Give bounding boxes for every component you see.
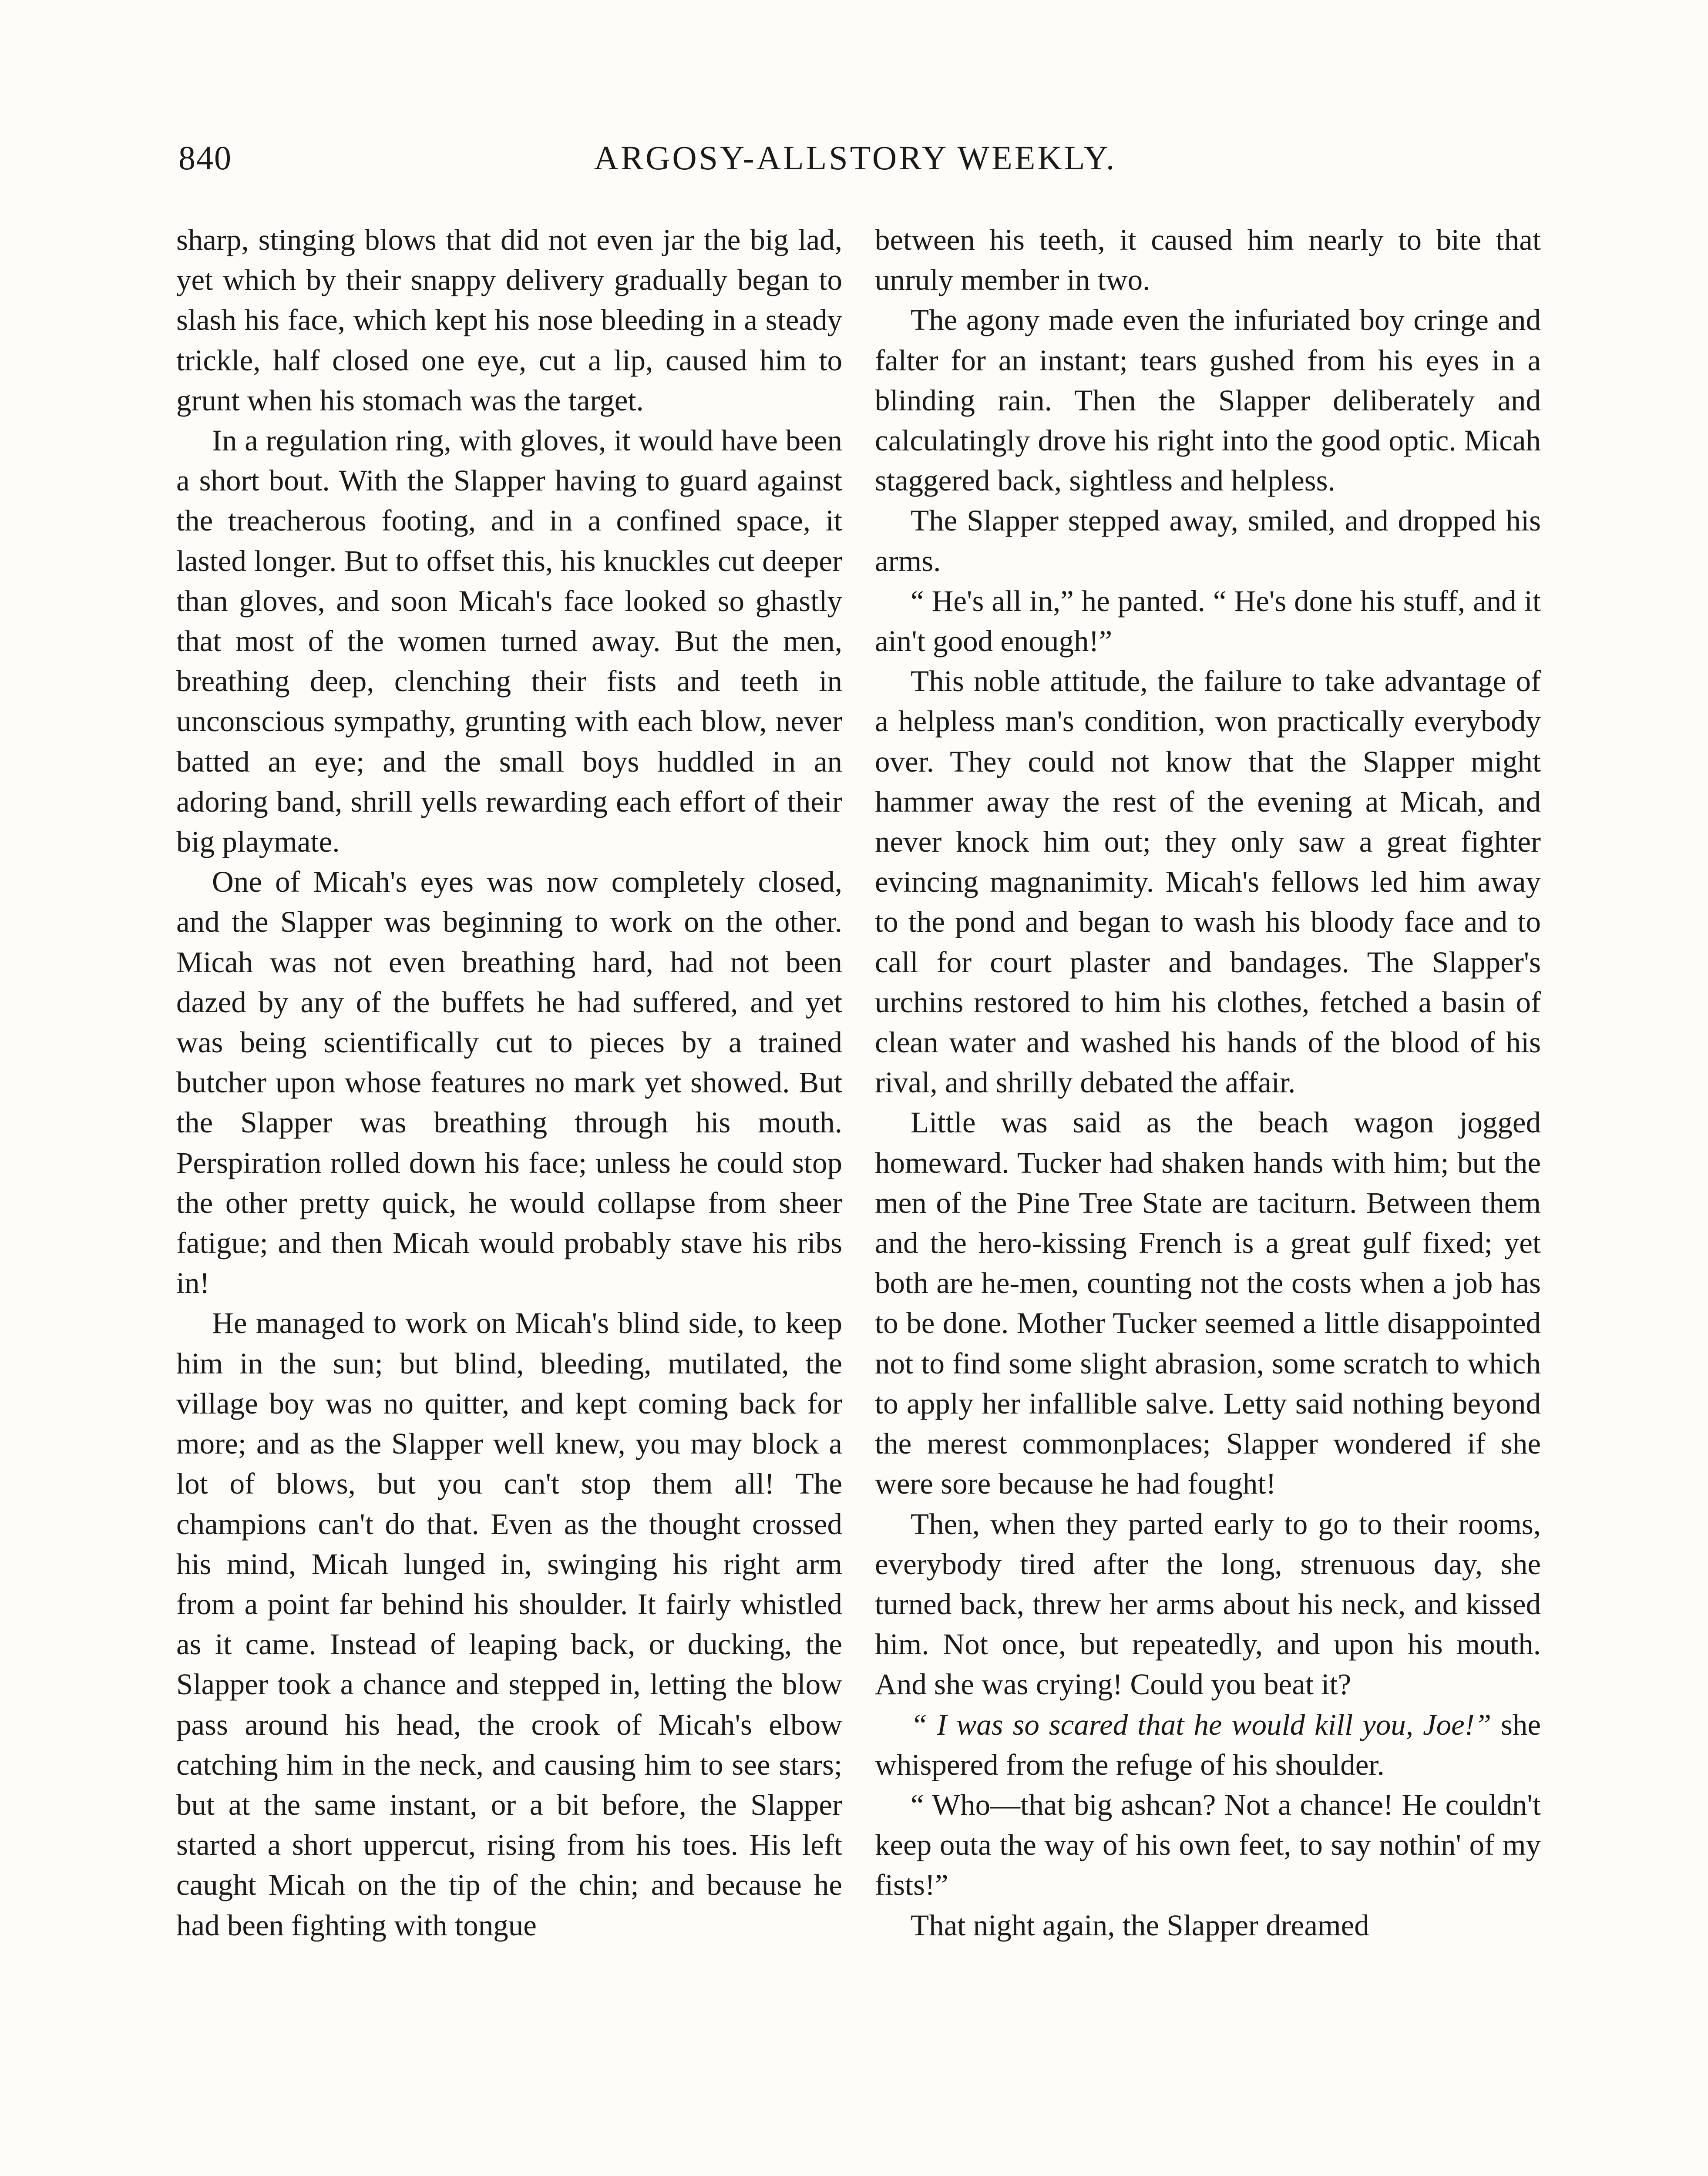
magazine-title: ARGOSY-ALLSTORY WEEKLY. bbox=[594, 139, 1117, 177]
paragraph: Little was said as the beach wagon jogged homeward. Tucker had shaken hands with him; but the men of the Pine Tree State are taciturn. Between them and the hero-kissing French is a great gulf fixed; yet both are he-men, counting not the costs when a job has to be done. Mother Tucker seemed a little disappointed not to find some slight abrasion, some scratch to which to apply her infallible salve. Letty said nothing beyond the merest commonplaces; Slapper wondered if she were sore because he had fought! bbox=[875, 1106, 1541, 1501]
italic-dialogue: “ I was so scared that he would kill you, Joe!” bbox=[911, 1708, 1492, 1741]
paragraph: “ Who—that big ashcan? Not a chance! He couldn't keep outa the way of his own feet, to say nothin' of my fists!” bbox=[875, 1788, 1541, 1902]
paragraph: The agony made even the infuriated boy cringe and falter for an instant; tears gushed from his eyes in a blinding rain. Then the Slapper deliberately and calculatingly drove his right into the good optic. Micah staggered back, sightless and helpless. bbox=[875, 303, 1541, 497]
paragraph: In a regulation ring, with gloves, it would have been a short bout. With the Slapper having to guard against the treacherous footing, and in a confined space, it lasted longer. But to offset this, his knuckles cut deeper than gloves, and soon Micah's face looked so ghastly that most of the women turned away. But the men, breathing deep, clenching their fists and teeth in unconscious sympathy, grunting with each blow, never batted an eye; and the small boys huddled in an adoring band, shrill yells rewarding each effort of their big playmate. bbox=[176, 424, 842, 859]
left-column bbox=[176, 220, 842, 1945]
running-head bbox=[174, 138, 1537, 191]
paragraph: sharp, stinging blows that did not even jar the big lad, yet which by their snappy delivery gradually began to slash his face, which kept his nose bleeding in a steady trickle, half closed one eye, cut a lip, caused him to grunt when his stomach was the target. bbox=[176, 223, 842, 417]
paragraph: This noble attitude, the failure to take advantage of a helpless man's condition, won practically everybody over. They could not know that the Slapper might hammer away the rest of the evening at Micah, and never knock him out; they only saw a great fighter evincing magnanimity. Micah's fellows led him away to the pond and began to wash his bloody face and to call for court plaster and bandages. The Slapper's urchins restored to him his clothes, fetched a basin of clean water and washed his hands of the blood of his rival, and shrilly debated the affair. bbox=[875, 665, 1541, 1099]
paragraph: That night again, the Slapper dreamed bbox=[911, 1908, 1369, 1942]
paragraph-text: she whispered from the refuge of his shoulder. bbox=[875, 1708, 1541, 1781]
paragraph: between his teeth, it caused him nearly to bite that unruly member in two. bbox=[875, 223, 1541, 297]
paragraph: He managed to work on Micah's blind side, to keep him in the sun; but blind, bleeding, mutilated, the village boy was no quitter, and kept coming back for more; and as the Slapper well knew, you may block a lot of blows, but you can't stop them all! The champions can't do that. Even as the thought crossed his mind, Micah lunged in, swinging his right arm from a point far behind his shoulder. It fairly whistled as it came. Instead of leaping back, or ducking, the Slapper took a chance and stepped in, letting the blow pass around his head, the crook of Micah's elbow catching him in the neck, and causing him to see stars; but at the same instant, or a bit before, the Slapper started a short uppercut, rising from his toes. His left caught Micah on the tip of the chin; and because he had been fighting with tongue bbox=[176, 1306, 842, 1942]
paragraph: The Slapper stepped away, smiled, and dropped his arms. bbox=[875, 504, 1541, 578]
right-column bbox=[875, 220, 1541, 1945]
paragraph: “ He's all in,” he panted. “ He's done his stuff, and it ain't good enough!” bbox=[875, 584, 1541, 658]
page-number: 840 bbox=[178, 139, 232, 177]
paragraph bbox=[875, 1705, 1541, 1785]
paragraph: One of Micah's eyes was now completely closed, and the Slapper was beginning to work on the other. Micah was not even breathing hard, had not been dazed by any of the buffets he had suffered, and yet was being scientifically cut to pieces by a trained butcher upon whose features no mark yet showed. But the Slapper was breathing through his mouth. Perspiration rolled down his face; unless he could stop the other pretty quick, he would collapse from sheer fatigue; and then Micah would probably stave his ribs in! bbox=[176, 865, 842, 1300]
paragraph: Then, when they parted early to go to their rooms, everybody tired after the long, strenuous day, she turned back, threw her arms about his neck, and kissed him. Not once, but repeatedly, and upon his mouth. And she was crying! Could you beat it? bbox=[875, 1507, 1541, 1701]
